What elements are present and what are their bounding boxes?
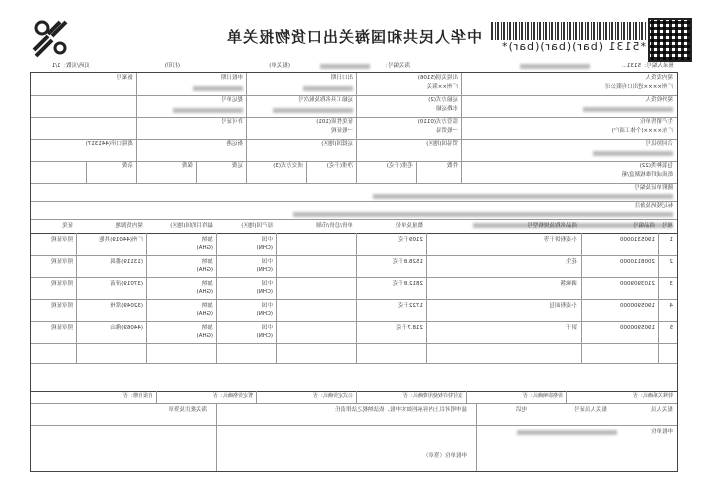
net-weight-label: 净重(千克) bbox=[326, 163, 353, 169]
pieces-label: 件数 bbox=[446, 163, 458, 169]
shipper-value: 广州××××进出口有限公司 bbox=[605, 84, 673, 90]
qr-code bbox=[648, 18, 692, 62]
documents-label: 随附单证及编号 bbox=[634, 185, 673, 191]
misc-fee-label: 杂费 bbox=[121, 163, 133, 169]
provisional-price: 暂定价格确认：否 bbox=[212, 393, 253, 399]
transport-mode-label: 运输方式(2) bbox=[428, 97, 458, 103]
declarant-id-label: 报关人员证号 bbox=[573, 407, 607, 413]
barcode bbox=[491, 22, 646, 40]
producer-label: 生产销售单位 bbox=[639, 119, 673, 125]
freight-label: 运费 bbox=[231, 163, 243, 169]
trade-country-label: 贸易国(地区) bbox=[426, 141, 458, 147]
supervision-value: 一般贸易 bbox=[435, 128, 458, 134]
phone-label: 电话 bbox=[515, 407, 527, 413]
transport-mode-value: 水路运输 bbox=[435, 106, 458, 112]
goods-col-tax: 征免 bbox=[61, 223, 73, 229]
royalty-confirm: 支付特许权使用费确认：否 bbox=[402, 393, 463, 399]
consignee-label: 境外收货人 bbox=[645, 97, 673, 103]
issuer-label: (报关单) bbox=[269, 63, 290, 69]
producer-value: 广东××××(个体工商户) bbox=[611, 128, 673, 134]
price-impact: 价格影响确认：否 bbox=[522, 393, 563, 399]
declaration-form: 境内发货人 广州××××进出口有限公司 出境关别(5106) 广州××海关 出口日期 申报日期 备案号 境外收货人 运输方式(2) 水路运输 运输工具名称及航次号 提运单号 生产销售单位 广东××××(个体工商户) 监管方式(0110) 一般贸易 征免性质(101) 一般征税 许可证号 合同协议号 贸易国(地区) 运抵国(地区) 指运港 离境口岸(441317) 包装种类(22) 纸质或纤维板制盒/箱 件数 毛重(千克) 净重(千克) 成交方式(3) 运费 保费 杂费 随附单证及编号 标记唛码及备注 项号 商品编号 商品名称及规格型号 数量及单位 单价/总价/币制 原产国(地区) 最终目的国(地区) 境内货源地 征免 1 1905310000 小麦粉饼干等 2109千克 中国 (CHN) 加纳 (GHA) 广州(44019)其他 照章征税 2 2008110000 花生 1528.8千克 中国 (CHN) 加纳 (GHA) (13119)番禺 照章征税 3 2103909000 调味酱 2812.8千克 中国 (CHN) 加纳 (GHA) (37019)济南 照章征税 4 1905900000 小麦粉面包 1722千克 中国 (CHN) 加纳 (GHA) (32049)常州 照章征税 5 1905900000 饼干 218.7千克 中国 (CHN) 加纳 (GHA) (44069)佛山 照章征税 特殊关系确认：否 价格影响确认：否 支付特许权使用费确认：否 公式定价确认：否 暂定价格确认：否 自报自缴：否 报关人员 报关人员证号 电话 兹申明对以上内容承担如实申报、依法纳税之法律责任 海关批注及签章 申报单位 申报单位（签章） bbox=[30, 72, 678, 472]
special-relation: 特殊关系确认：否 bbox=[632, 393, 673, 399]
dest-country-label: 运抵国(地区) bbox=[321, 141, 353, 147]
applicant-label: 申报单位 bbox=[650, 429, 673, 435]
declarant-label: 报关人员 bbox=[650, 407, 673, 413]
marks-label: 标记唛码及备注 bbox=[634, 203, 673, 209]
goods-col-source: 境内货源地 bbox=[115, 223, 143, 229]
pre-entry-label: 预录入编号：5131… bbox=[621, 63, 674, 69]
package-type-label: 包装种类(22) bbox=[639, 163, 673, 169]
page-title: 中华人民共和国海关出口货物报关单 bbox=[225, 28, 482, 46]
port-label: 指运港 bbox=[226, 141, 243, 147]
gross-weight-label: 毛重(千克) bbox=[386, 163, 413, 169]
goods-col-code: 商品编号 bbox=[632, 223, 655, 229]
declaration-statement: 兹申明对以上内容承担如实申报、依法纳税之法律责任 bbox=[334, 407, 467, 413]
page-info: 页码/页数：1/1 bbox=[51, 63, 90, 69]
shipper-label: 境内发货人 bbox=[645, 75, 673, 81]
goods-col-origin: 原产国(地区) bbox=[241, 223, 273, 229]
goods-col-dest: 最终目的国(地区) bbox=[170, 223, 213, 229]
license-label: 许可证号 bbox=[220, 119, 243, 125]
departure-port-label: 离境口岸(441317) bbox=[85, 141, 133, 147]
customs-remark-label: 海关批注及签章 bbox=[168, 407, 207, 413]
goods-col-name: 商品名称及规格型号 bbox=[527, 223, 577, 229]
declare-date-label: 申报日期 bbox=[220, 75, 243, 81]
barcode-number: *5131 (bar)(bar)(bar)* bbox=[501, 40, 646, 53]
vessel-label: 运输工具名称及航次号 bbox=[297, 97, 353, 103]
package-type-value: 纸质或纤维板制盒/箱 bbox=[621, 172, 673, 178]
bl-no-label: 提运单号 bbox=[220, 97, 243, 103]
deal-mode-label: 成交方式(3) bbox=[273, 163, 303, 169]
status-label: (打印) bbox=[164, 63, 180, 69]
contract-label: 合同协议号 bbox=[645, 141, 673, 147]
goods-col-no: 项号 bbox=[661, 223, 673, 229]
supervision-label: 监管方式(0110) bbox=[417, 119, 458, 125]
customs-emblem-icon bbox=[30, 18, 70, 58]
self-declare: 自报自缴：否 bbox=[122, 393, 153, 399]
levy-nature-value: 一般征税 bbox=[330, 128, 353, 134]
goods-col-price: 单价/总价/币制 bbox=[316, 223, 353, 229]
insurance-label: 保费 bbox=[181, 163, 193, 169]
exit-port-label: 出境关别(5106) bbox=[417, 75, 458, 81]
levy-nature-label: 征免性质(101) bbox=[316, 119, 353, 125]
entry-no-label: 海关编号： bbox=[382, 63, 410, 69]
export-date-label: 出口日期 bbox=[330, 75, 353, 81]
goods-col-qty: 数量及单位 bbox=[395, 223, 423, 229]
formula-price: 公式定价确认：否 bbox=[312, 393, 353, 399]
exit-port-value: 广州××海关 bbox=[426, 84, 458, 90]
applicant-seal-label: 申报单位（签章） bbox=[422, 453, 467, 459]
record-no-label: 备案号 bbox=[116, 75, 133, 81]
